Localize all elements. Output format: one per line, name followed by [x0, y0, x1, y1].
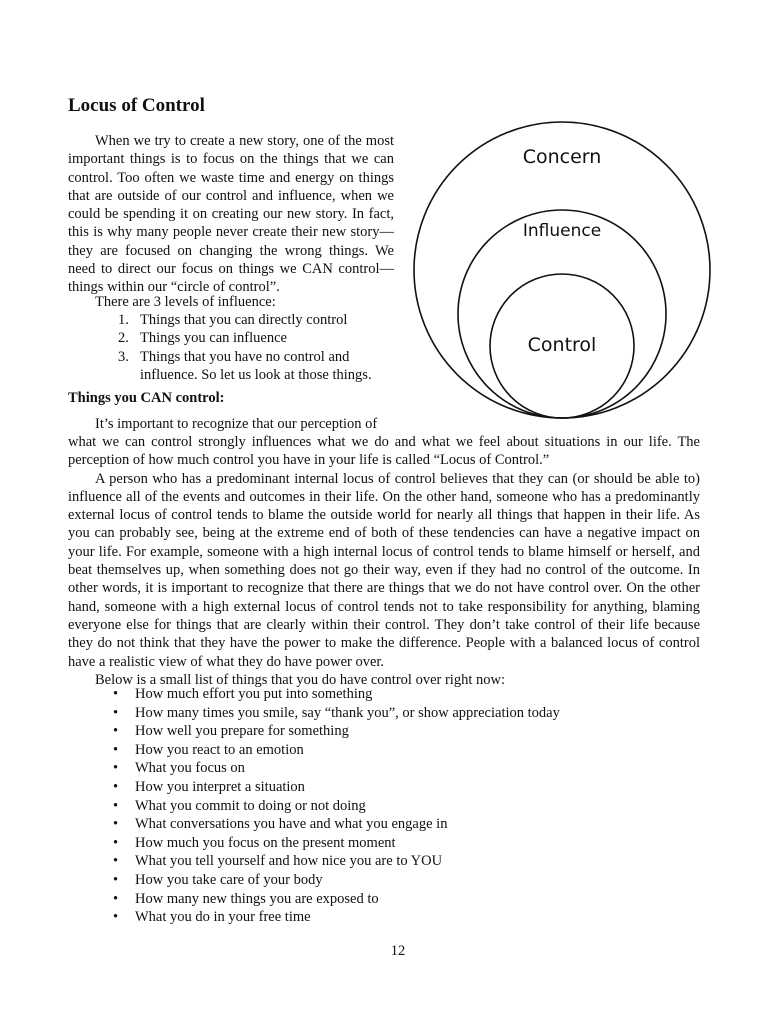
bullet-text: How many new things you are exposed to: [135, 890, 379, 907]
body-paragraph-start: It’s important to recognize that our perception of: [95, 416, 378, 432]
bullet-text: What you do in your free time: [135, 909, 311, 926]
levels-list-item: [118, 311, 388, 329]
bullet-text: How well you prepare for something: [135, 723, 349, 740]
bullet-text: What you focus on: [135, 760, 245, 777]
bullet-icon: •: [113, 741, 119, 758]
page-title: Locus of Control: [68, 95, 205, 116]
bullet-icon: •: [113, 909, 119, 926]
bullet-item: [113, 871, 560, 890]
concern-label: Concern: [522, 146, 602, 168]
bullet-list: [113, 685, 560, 927]
bullet-icon: •: [113, 686, 119, 702]
bullet-item: [113, 834, 560, 853]
levels-lead: There are 3 levels of influence:: [95, 294, 276, 310]
bullet-item: [113, 890, 560, 909]
bullet-item: [113, 741, 560, 760]
list-item-text: Things that you can directly control: [140, 312, 348, 328]
bullet-item: [113, 685, 560, 704]
bullet-icon: •: [113, 778, 119, 795]
section-heading: Things you CAN control:: [68, 390, 225, 406]
bullet-text: How you interpret a situation: [135, 778, 305, 795]
influence-label: Influence: [522, 221, 602, 241]
bullet-icon: •: [113, 890, 119, 907]
bullet-text: What conversations you have and what you engage in: [135, 816, 448, 833]
list-number: 2.: [118, 330, 129, 347]
bullet-text: How many times you smile, say “thank you”, or show appreciation today: [135, 704, 560, 721]
influence-circle: [458, 210, 666, 418]
bullet-item: [113, 797, 560, 816]
bullet-item: [113, 704, 560, 723]
bullet-icon: •: [113, 704, 119, 721]
body-text: [68, 433, 700, 689]
bullet-text: How you react to an emotion: [135, 741, 304, 758]
body-paragraph: A person who has a predominant internal locus of control believes that they can (or should be able to) influence all of the events and outcomes in their life. On the other hand, someone who has a predominantly external locus of control tends to blame the outside world for nearly all things that happen in their life. As you can probably see, being at the extreme end of both of these tendencies can have a negative impact on your life. For example, someone with a high internal locus of control tends to blame himself or herself, and beat themselves up, when something does not go their way, even if they had no control of the outcome. In other words, it is important to recognize that there are things that we do not have control over. On the other hand, someone with a high external locus of control tends not to take responsibility for anything, blaming everyone else for things that are clearly within their control. They don’t take control of their life because they do not think that they have the power to make the difference. People with a balanced locus of control have a realistic view of what they do have power over.: [68, 470, 700, 670]
list-number: 3.: [118, 348, 129, 365]
bullet-icon: •: [113, 723, 119, 740]
bullet-text: How you take care of your body: [135, 871, 323, 888]
body-paragraph: what we can control strongly influences what we do and what we feel about situations in our life. The perception of how much control you have in your life is called “Locus of Control.”: [68, 434, 700, 469]
bullet-text: What you commit to doing or not doing: [135, 797, 366, 814]
bullet-icon: •: [113, 797, 119, 814]
bullet-icon: •: [113, 834, 119, 851]
control-label: Control: [527, 334, 597, 356]
bullet-item: [113, 852, 560, 871]
list-lead: Below is a small list of things that you do have control over right now:: [95, 671, 505, 688]
bullet-text: What you tell yourself and how nice you are to YOU: [135, 853, 443, 870]
levels-list: [118, 311, 388, 384]
bullet-item: [113, 722, 560, 741]
bullet-icon: •: [113, 816, 119, 833]
list-item-text: Things that you have no control and influence. So let us look at those things.: [140, 348, 372, 383]
bullet-icon: •: [113, 853, 119, 870]
bullet-item: [113, 759, 560, 778]
list-number: 1.: [118, 312, 129, 328]
list-item-text: Things you can influence: [140, 330, 287, 347]
circle-of-control-diagram: [404, 120, 722, 422]
bullet-icon: •: [113, 871, 119, 888]
bullet-item: [113, 778, 560, 797]
bullet-icon: •: [113, 760, 119, 777]
intro-paragraph: When we try to create a new story, one of the most important things is to focus on the things that we can control. Too often we waste time and energy on things that are outside of our control and influence, when we could be spending it on creating our new story. In fact, this is why many people never create their new story—they are focused on changing the wrong things. We need to direct our focus on things we CAN control—things within our “circle of control”.: [68, 133, 394, 296]
bullet-item: [113, 908, 560, 927]
bullet-text: How much you focus on the present moment: [135, 834, 396, 851]
levels-list-item: [118, 348, 388, 385]
bullet-text: How much effort you put into something: [135, 686, 373, 702]
levels-list-item: [118, 329, 388, 347]
page-number: 12: [390, 943, 406, 959]
bullet-item: [113, 815, 560, 834]
